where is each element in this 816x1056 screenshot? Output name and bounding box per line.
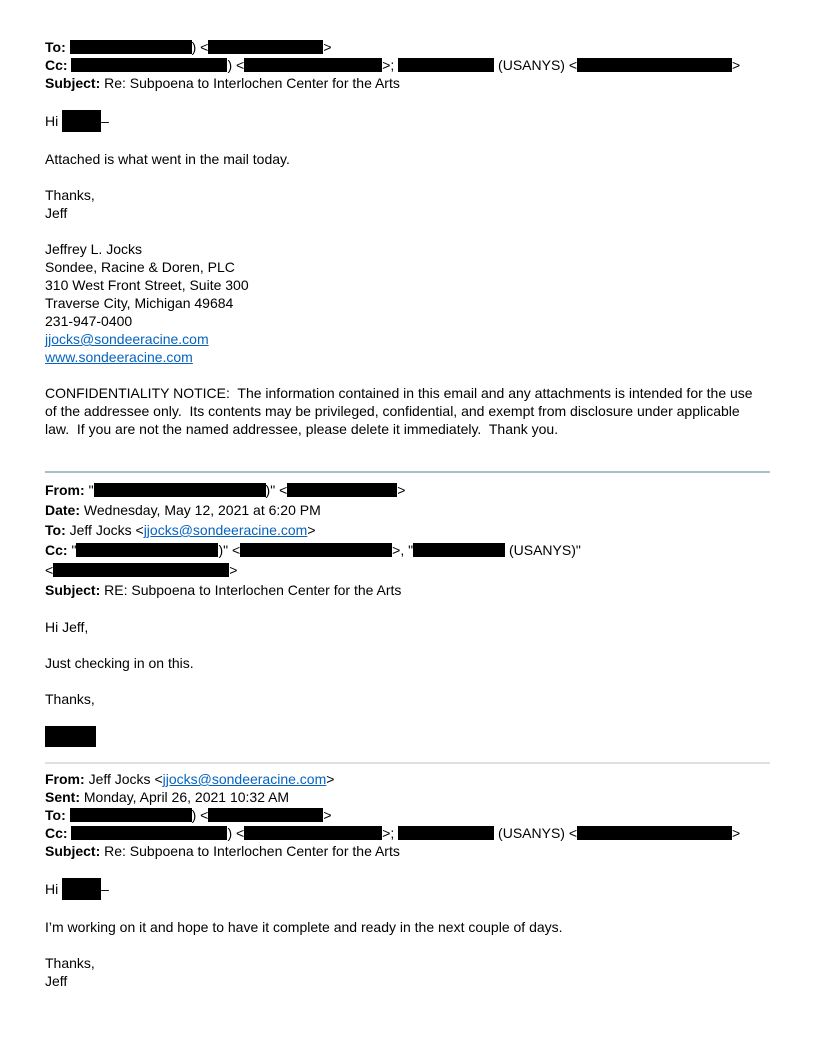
hyperlink[interactable]: jjocks@sondeeracine.com	[45, 331, 209, 347]
text-run: >	[732, 825, 741, 841]
text-run: Hi Jeff,	[45, 619, 89, 635]
text-line	[45, 500, 770, 520]
text-run: >	[229, 562, 238, 578]
redaction-bar	[398, 58, 494, 72]
text-run: (USANYS) <	[494, 825, 578, 841]
text-run: ) <	[227, 825, 245, 841]
redaction-bar	[208, 40, 323, 54]
blank-line	[45, 936, 770, 954]
redaction-bar	[62, 878, 101, 900]
text-line	[45, 520, 770, 540]
blank-line	[45, 708, 770, 726]
text-line	[45, 972, 770, 990]
text-run: Jeffrey L. Jocks	[45, 241, 143, 257]
field-label: To:	[45, 522, 70, 538]
email-header	[45, 38, 770, 92]
redaction-bar	[45, 726, 96, 747]
text-run: Thanks,	[45, 955, 95, 971]
redaction-bar	[413, 543, 505, 557]
text-run: >, "	[392, 542, 414, 558]
text-run: >;	[382, 57, 399, 73]
blank-line	[45, 860, 770, 878]
text-line	[45, 74, 770, 92]
redaction-bar	[577, 826, 732, 840]
text-line	[45, 806, 770, 824]
blank-line	[45, 132, 770, 150]
text-line	[45, 258, 770, 276]
field-label: From:	[45, 771, 89, 787]
text-run: (USANYS) <	[494, 57, 578, 73]
blank-line	[45, 222, 770, 240]
text-line	[45, 690, 770, 708]
text-run: –	[101, 881, 109, 897]
message-divider-blue	[45, 471, 770, 473]
email-body	[45, 600, 770, 747]
text-line	[45, 312, 770, 330]
text-line	[45, 294, 770, 312]
field-label: Date:	[45, 502, 84, 518]
email-body	[45, 860, 770, 990]
text-run: ) <	[191, 807, 209, 823]
text-line	[45, 560, 770, 580]
redaction-bar	[244, 58, 382, 72]
text-run: I’m working on it and hope to have it complete and ready in the next couple of days.	[45, 919, 563, 935]
text-line	[45, 878, 770, 900]
text-line	[45, 348, 770, 366]
text-line	[45, 654, 770, 672]
field-label: Sent:	[45, 789, 84, 805]
text-run: Jeff	[45, 205, 68, 221]
email-message-middle	[45, 480, 770, 747]
hyperlink[interactable]: jjocks@sondeeracine.com	[162, 771, 327, 787]
text-run: >	[326, 771, 335, 787]
text-line	[45, 240, 770, 258]
redaction-bar	[577, 58, 732, 72]
text-line	[45, 276, 770, 294]
text-line	[45, 540, 770, 560]
redaction-bar	[53, 563, 229, 577]
redaction-bar	[76, 543, 218, 557]
text-line	[45, 770, 770, 788]
text-run: >;	[382, 825, 399, 841]
text-run: Re: Subpoena to Interlochen Center for the Arts	[104, 843, 400, 859]
text-run: "	[71, 542, 77, 558]
redaction-bar	[71, 58, 227, 72]
text-run: RE: Subpoena to Interlochen Center for the Arts	[104, 582, 402, 598]
text-run: 231-947-0400	[45, 313, 133, 329]
text-line	[45, 726, 770, 747]
field-label: Subject:	[45, 582, 105, 598]
text-line	[45, 330, 770, 348]
text-run: >	[307, 522, 316, 538]
text-line	[45, 618, 770, 636]
text-run: Thanks,	[45, 187, 95, 203]
text-run: Jeff Jocks <	[69, 522, 144, 538]
text-run: Hi	[45, 881, 63, 897]
text-run: ) <	[191, 39, 209, 55]
text-run: ) <	[227, 57, 245, 73]
blank-line	[45, 672, 770, 690]
text-run: Sondee, Racine & Doren, PLC	[45, 259, 235, 275]
text-line	[45, 918, 770, 936]
text-run: "	[88, 482, 94, 498]
field-label: Cc:	[45, 542, 72, 558]
field-label: From:	[45, 482, 89, 498]
text-line	[45, 824, 770, 842]
field-label: Cc:	[45, 57, 72, 73]
field-label: Subject:	[45, 75, 105, 91]
text-run: >	[323, 807, 332, 823]
text-line	[45, 480, 770, 500]
text-line	[45, 580, 770, 600]
redaction-bar	[244, 826, 382, 840]
email-header	[45, 770, 770, 860]
text-line	[45, 110, 770, 132]
redaction-bar	[70, 808, 192, 822]
hyperlink[interactable]: www.sondeeracine.com	[45, 349, 193, 365]
redaction-bar	[62, 110, 101, 132]
text-run: Re: Subpoena to Interlochen Center for the Arts	[104, 75, 400, 91]
field-label: Subject:	[45, 843, 105, 859]
text-run: >	[732, 57, 741, 73]
text-run: Hi	[45, 113, 63, 129]
text-line	[45, 954, 770, 972]
text-line	[45, 788, 770, 806]
text-run: Monday, April 26, 2021 10:32 AM	[83, 789, 290, 805]
hyperlink[interactable]: jjocks@sondeeracine.com	[143, 522, 308, 538]
text-run: Attached is what went in the mail today.	[45, 151, 290, 167]
field-label: To:	[45, 807, 70, 823]
text-run: Just checking in on this.	[45, 655, 194, 671]
text-run: >	[397, 482, 406, 498]
redaction-bar	[70, 40, 192, 54]
text-run: –	[101, 113, 109, 129]
text-line	[45, 186, 770, 204]
redaction-bar	[71, 826, 227, 840]
text-line	[45, 842, 770, 860]
text-line	[45, 204, 770, 222]
text-run: Thanks,	[45, 691, 95, 707]
text-line	[45, 38, 770, 56]
blank-line	[45, 168, 770, 186]
email-body	[45, 92, 770, 438]
email-message-oldest	[45, 770, 770, 990]
field-label: To:	[45, 39, 70, 55]
text-run: Jeff	[45, 973, 68, 989]
confidentiality-notice: CONFIDENTIALITY NOTICE: The information contained in this email and any attachments is intended for the use of the addressee only. Its contents may be privileged, confidential, and exempt from disclosure under applicable law. If you are not the named addressee, please delete it immediately. Thank you.	[45, 385, 757, 437]
message-divider-gray	[45, 762, 770, 764]
text-run: Jeff Jocks <	[88, 771, 163, 787]
text-run: >	[323, 39, 332, 55]
redaction-bar	[398, 826, 494, 840]
email-header	[45, 480, 770, 600]
text-line	[45, 56, 770, 74]
text-run: Wednesday, May 12, 2021 at 6:20 PM	[83, 502, 321, 518]
field-label: Cc:	[45, 825, 72, 841]
text-run: )" <	[218, 542, 241, 558]
text-run: 310 West Front Street, Suite 300	[45, 277, 249, 293]
text-run: Traverse City, Michigan 49684	[45, 295, 234, 311]
text-line	[45, 150, 770, 168]
blank-line	[45, 366, 770, 384]
email-message-latest	[45, 38, 770, 438]
text-run: <	[45, 562, 54, 578]
blank-line	[45, 600, 770, 618]
redaction-bar	[208, 808, 323, 822]
blank-line	[45, 636, 770, 654]
blank-line	[45, 900, 770, 918]
redaction-bar	[94, 483, 266, 497]
redaction-bar	[240, 543, 392, 557]
blank-line	[45, 92, 770, 110]
redaction-bar	[287, 483, 397, 497]
text-run: (USANYS)"	[505, 542, 581, 558]
text-run: )" <	[265, 482, 288, 498]
